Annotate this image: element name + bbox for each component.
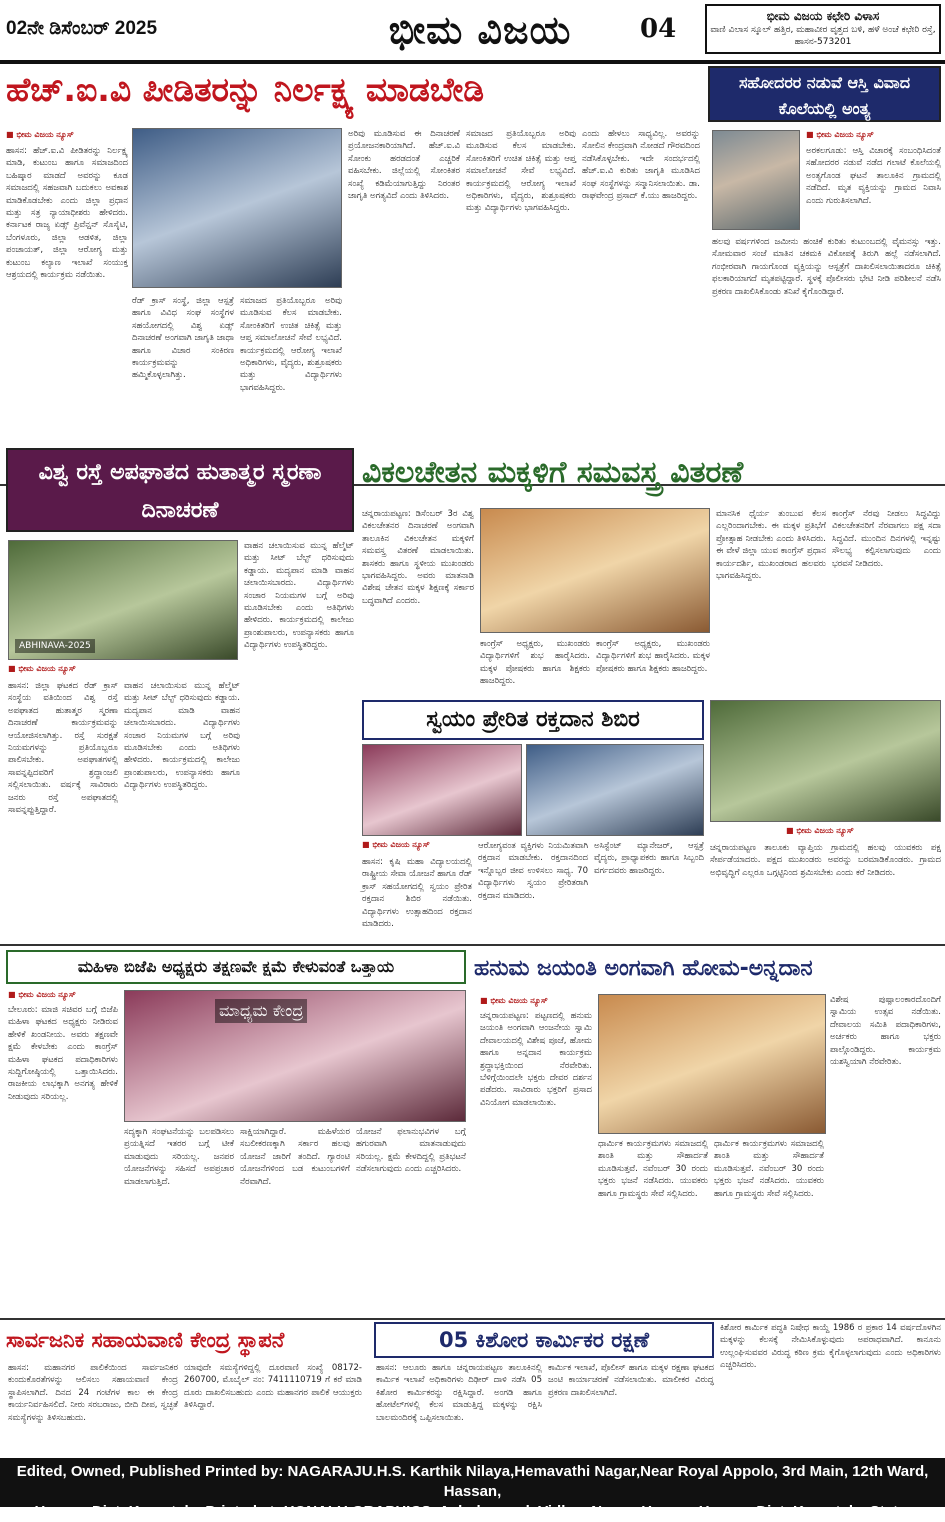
- helpline-headline: ಸಾರ್ವಜನಿಕ ಸಹಾಯವಾಣಿ ಕೇಂದ್ರ ಸ್ಥಾಪನೆ: [6, 1328, 285, 1352]
- road-photo-caption: ABHINAVA-2025: [15, 639, 95, 653]
- road-headline: ವಿಶ್ವ ರಸ್ತೆ ಅಪಘಾತದ ಹುತಾತ್ಮರ ಸ್ಮರಣಾ ದಿನಾಚರಣೆ: [6, 448, 354, 532]
- imprint-line-1: Edited, Owned, Published Printed by: NAGARAJU.H.S. Karthik Nilaya,Hemavathi Nagar,Near Royal Appolo, 3rd Main, 12th Ward, Hassan,: [16, 1463, 929, 1500]
- blood-photo-1: [362, 744, 522, 836]
- hanuma-column-3: ಧಾರ್ಮಿಕ ಕಾರ್ಯಕ್ರಮಗಳು ಸಮಾಜದಲ್ಲಿ ಶಾಂತಿ ಮತ್ತು ಸೌಹಾರ್ದತೆ ಮೂಡಿಸುತ್ತವೆ. ನವೆಂಬರ್ 30 ರಂದು ಭಕ್ತರು ಭಜನೆ ನಡೆಸಿದರು. ಯುವಕರು ಹಾಗೂ ಗ್ರಾಮಸ್ಥರು ಸೇವೆ ಸಲ್ಲಿಸಿದರು.: [714, 1139, 824, 1199]
- blood-photo-2: [526, 744, 704, 836]
- blood-byline: ■ ಭೀಮ ವಿಜಯ ನ್ಯೂಸ್: [362, 840, 522, 850]
- issue-date: 02ನೇ ಡಿಸೆಂಬರ್ 2025: [6, 18, 158, 39]
- masthead-rule: [0, 60, 945, 64]
- hiv-column-2: ರೆಡ್ ಕ್ರಾಸ್ ಸಂಸ್ಥೆ, ಜಿಲ್ಲಾ ಆಸ್ಪತ್ರೆ ಹಾಗೂ ವಿವಿಧ ಸಂಘ ಸಂಸ್ಥೆಗಳ ಸಹಯೋಗದಲ್ಲಿ ವಿಶ್ವ ಏಡ್ಸ್ ದಿನಾಚರಣೆ ಅಂಗವಾಗಿ ಜಾಗೃತಿ ಜಾಥಾ ಹಾಗೂ ವಿಚಾರ ಸಂಕಿರಣ ಕಾರ್ಯಕ್ರಮವನ್ನು ಹಮ್ಮಿಕೊಳ್ಳಲಾಗಿತ್ತು.: [132, 296, 234, 381]
- uniform-headline: ವಿಕಲಚೇತನ ಮಕ್ಕಳಿಗೆ ಸಮವಸ್ತ್ರ ವಿತರಣೆ: [362, 455, 744, 490]
- child-labour-column-3: ಕಿಶೋರ ಕಾರ್ಮಿಕ ಪದ್ಧತಿ ನಿಷೇಧ ಕಾಯ್ದೆ 1986 ರ ಪ್ರಕಾರ 14 ವರ್ಷದೊಳಗಿನ ಮಕ್ಕಳನ್ನು ಕೆಲಸಕ್ಕೆ ನೇಮಿಸಿಕೊಳ್ಳುವುದು ಅಪರಾಧವಾಗಿದೆ. ಕಾನೂನು ಉಲ್ಲಂಘಿಸುವವರ ವಿರುದ್ಧ ಕಠಿಣ ಕ್ರಮ ಕೈಗೊಳ್ಳಲಾಗುವುದು ಎಂದು ಅಧಿಕಾರಿಗಳು ಎಚ್ಚರಿಸಿದರು.: [720, 1323, 941, 1371]
- office-address-box: [705, 4, 941, 54]
- property-body-1: ಅರಕಲಗೂಡು: ಆಸ್ತಿ ವಿಚಾರಕ್ಕೆ ಸಂಬಂಧಿಸಿದಂತೆ ಸಹೋದರರ ನಡುವೆ ನಡೆದ ಗಲಾಟೆ ಕೊಲೆಯಲ್ಲಿ ಅಂತ್ಯಗೊಂಡ ಘಟನೆ ತಾಲೂಕಿನ ಗ್ರಾಮದಲ್ಲಿ ನಡೆದಿದೆ. ಮೃತ ವ್ಯಕ್ತಿಯನ್ನು ಗ್ರಾಮದ ನಿವಾಸಿ ಎಂದು ಗುರುತಿಸಲಾಗಿದೆ.: [806, 146, 941, 206]
- bjp-headline: ಮಹಿಳಾ ಬಿಜೆಪಿ ಅಧ್ಯಕ್ಷರು ತಕ್ಷಣವೇ ಕ್ಷಮೆ ಕೇಳುವಂತೆ ಒತ್ತಾಯ: [6, 950, 466, 984]
- joining-byline: ■ ಭೀಮ ವಿಜಯ ನ್ಯೂಸ್: [786, 826, 941, 836]
- property-body-2: ಹಲವು ವರ್ಷಗಳಿಂದ ಜಮೀನು ಹಂಚಿಕೆ ಕುರಿತು ಕುಟುಂಬದಲ್ಲಿ ವೈಮನಸ್ಸು ಇತ್ತು. ಸೋಮವಾರ ಸಂಜೆ ಮಾತಿನ ಚಕಮಕಿ ವಿಕೋಪಕ್ಕೆ ತಿರುಗಿ ಹಲ್ಲೆ ನಡೆಸಲಾಗಿದೆ. ಗಂಭೀರವಾಗಿ ಗಾಯಗೊಂಡ ವ್ಯಕ್ತಿಯನ್ನು ಆಸ್ಪತ್ರೆಗೆ ದಾಖಲಿಸಲಾಯಿತಾದರೂ ಚಿಕಿತ್ಸೆ ಫಲಕಾರಿಯಾಗದೆ ಮೃತಪಟ್ಟಿದ್ದಾರೆ. ಸ್ಥಳಕ್ಕೆ ಪೊಲೀಸರು ಭೇಟಿ ನೀಡಿ ಪರಿಶೀಲನೆ ನಡೆಸಿ ಪ್ರಕರಣ ದಾಖಲಿಸಿಕೊಂಡು ತನಿಖೆ ಕೈಗೊಂಡಿದ್ದಾರೆ.: [712, 237, 941, 297]
- hiv-headline: ಹೆಚ್.ಐ.ವಿ ಪೀಡಿತರನ್ನು ನಿರ್ಲಕ್ಷ್ಯ ಮಾಡಬೇಡಿ: [6, 70, 485, 109]
- hiv-column-3: ಸಮಾಜದ ಪ್ರತಿಯೊಬ್ಬರೂ ಅರಿವು ಮೂಡಿಸುವ ಕೆಲಸ ಮಾಡಬೇಕು. ಸೋಂಕಿತರಿಗೆ ಉಚಿತ ಚಿಕಿತ್ಸೆ ಮತ್ತು ಆಪ್ತ ಸಮಾಲೋಚನೆ ಸೇವೆ ಲಭ್ಯವಿದೆ. ಕಾರ್ಯಕ್ರಮದಲ್ಲಿ ಆರೋಗ್ಯ ಇಲಾಖೆ ಅಧಿಕಾರಿಗಳು, ವೈದ್ಯರು, ಶುಶ್ರೂಷಕರು ಮತ್ತು ವಿದ್ಯಾರ್ಥಿಗಳು ಭಾಗವಹಿಸಿದ್ದರು.: [240, 296, 342, 393]
- hiv-column-4: ಅರಿವು ಮೂಡಿಸುವ ಈ ದಿನಾಚರಣೆ ಪ್ರಯೋಜನಕಾರಿಯಾಗಿದೆ. ಹೆಚ್.ಐ.ವಿ ಸೋಂಕು ಹರಡದಂತೆ ಎಚ್ಚರಿಕೆ ವಹಿಸಬೇಕು. ಜಿಲ್ಲೆಯಲ್ಲಿ ಸೋಂಕಿತರ ಸಂಖ್ಯೆ ಕಡಿಮೆಯಾಗುತ್ತಿದ್ದು ನಿರಂತರ ಜಾಗೃತಿ ಅಗತ್ಯವಿದೆ ಎಂದು ತಿಳಿಸಿದರು.: [348, 129, 460, 202]
- joining-photo: [710, 700, 941, 822]
- property-byline: ■ ಭೀಮ ವಿಜಯ ನ್ಯೂಸ್: [806, 130, 941, 140]
- road-column-2: ವಾಹನ ಚಲಾಯಿಸುವ ಮುನ್ನ ಹೆಲ್ಮೆಟ್ ಮತ್ತು ಸೀಟ್ ಬೆಲ್ಟ್ ಧರಿಸುವುದು ಕಡ್ಡಾಯ. ಮದ್ಯಪಾನ ಮಾಡಿ ವಾಹನ ಚಲಾಯಿಸಬಾರದು. ವಿದ್ಯಾರ್ಥಿಗಳು ಸಂಚಾರ ನಿಯಮಗಳ ಬಗ್ಗೆ ಅರಿವು ಮೂಡಿಸಬೇಕು ಎಂದು ಅತಿಥಿಗಳು ಹೇಳಿದರು. ಕಾರ್ಯಕ್ರಮದಲ್ಲಿ ಕಾಲೇಜು ಪ್ರಾಂಶುಪಾಲರು, ಉಪನ್ಯಾಸಕರು ಹಾಗೂ ವಿದ್ಯಾರ್ಥಿಗಳು ಉಪಸ್ಥಿತರಿದ್ದರು.: [124, 681, 240, 791]
- bjp-press-photo: [124, 990, 466, 1122]
- hanuma-photo: [598, 994, 826, 1134]
- blood-column-1: ಹಾಸನ: ಕೃಷಿ ಮಹಾ ವಿದ್ಯಾಲಯದಲ್ಲಿ ರಾಷ್ಟ್ರೀಯ ಸೇವಾ ಯೋಜನೆ ಹಾಗೂ ರೆಡ್ ಕ್ರಾಸ್ ಸಹಯೋಗದಲ್ಲಿ ಸ್ವಯಂ ಪ್ರೇರಿತ ರಕ್ತದಾನ ಶಿಬಿರ ನಡೆಯಿತು. ವಿದ್ಯಾರ್ಥಿಗಳು ಉತ್ಸಾಹದಿಂದ ರಕ್ತದಾನ ಮಾಡಿದರು.: [362, 857, 472, 930]
- hanuma-column-1: ಚನ್ನರಾಯಪಟ್ಟಣ: ಪಟ್ಟಣದಲ್ಲಿ ಹನುಮ ಜಯಂತಿ ಅಂಗವಾಗಿ ಆಂಜನೇಯ ಸ್ವಾಮಿ ದೇವಾಲಯದಲ್ಲಿ ವಿಶೇಷ ಪೂಜೆ, ಹೋಮ ಹಾಗೂ ಅನ್ನದಾನ ಕಾರ್ಯಕ್ರಮ ಶ್ರದ್ಧಾಭಕ್ತಿಯಿಂದ ನೆರವೇರಿತು. ಬೆಳಿಗ್ಗೆಯಿಂದಲೇ ಭಕ್ತರು ದೇವರ ದರ್ಶನ ಪಡೆದರು. ಸಾವಿರಾರು ಭಕ್ತರಿಗೆ ಪ್ರಸಾದ ವಿನಿಯೋಗ ಮಾಡಲಾಯಿತು.: [480, 1011, 592, 1108]
- blood-column-2: ಆರೋಗ್ಯವಂತ ವ್ಯಕ್ತಿಗಳು ನಿಯಮಿತವಾಗಿ ರಕ್ತದಾನ ಮಾಡಬೇಕು. ರಕ್ತದಾನದಿಂದ ಇನ್ನೊಬ್ಬರ ಜೀವ ಉಳಿಸಲು ಸಾಧ್ಯ. 70 ವಿದ್ಯಾರ್ಥಿಗಳು ಸ್ವಯಂ ಪ್ರೇರಿತರಾಗಿ ರಕ್ತದಾನ ಮಾಡಿದರು.: [478, 841, 588, 901]
- joining-body: ಚನ್ನರಾಯಪಟ್ಟಣ ತಾಲೂಕು ವ್ಯಾಪ್ತಿಯ ಗ್ರಾಮದಲ್ಲಿ ಹಲವು ಯುವಕರು ಪಕ್ಷ ಸೇರ್ಪಡೆಯಾದರು. ಪಕ್ಷದ ಮುಖಂಡರು ಅವರನ್ನು ಬರಮಾಡಿಕೊಂಡರು. ಗ್ರಾಮದ ಅಭಿವೃದ್ಧಿಗೆ ಎಲ್ಲರೂ ಒಗ್ಗಟ್ಟಿನಿಂದ ಶ್ರಮಿಸಬೇಕು ಎಂದು ಕರೆ ನೀಡಿದರು.: [710, 843, 941, 878]
- bjp-column-3: ಸಾಕ್ಷಿಯಾಗಿದ್ದಾರೆ. ಮಹಿಳೆಯರ ಸಬಲೀಕರಣಕ್ಕಾಗಿ ಸರ್ಕಾರ ಹಲವು ಯೋಜನೆ ಜಾರಿಗೆ ತಂದಿದೆ. ಗ್ಯಾರಂಟಿ ಯೋಜನೆಗಳಿಂದ ಬಡ ಕುಟುಂಬಗಳಿಗೆ ನೆರವಾಗಿದೆ.: [240, 1127, 350, 1187]
- road-event-photo: [8, 540, 238, 660]
- newspaper-logo: ಭೀಮ ವಿಜಯ: [388, 8, 572, 52]
- imprint-line-2: Hassan Dist. Karnataka Printed at: HONALU GRAPHICS, Ashoka road, Vidhya Nagar, Hassan Hassan Dist. Karnataka State.: [34, 1503, 911, 1520]
- child-labour-headline: 05 ಕಿಶೋರ ಕಾರ್ಮಿಕರ ರಕ್ಷಣೆ: [374, 1322, 714, 1358]
- uniform-column-2: ಕಾಂಗ್ರೆಸ್ ಅಧ್ಯಕ್ಷರು, ಮುಖಂಡರು ವಿದ್ಯಾರ್ಥಿಗಳಿಗೆ ಶುಭ ಹಾರೈಸಿದರು. ಮಕ್ಕಳ ಪೋಷಕರು ಹಾಗೂ ಶಿಕ್ಷಕರು ಹಾಜರಿದ್ದರು.: [480, 639, 590, 687]
- helpline-column-2: ಯಾವುದೇ ಸಮಸ್ಯೆಗಳಿದ್ದಲ್ಲಿ ದೂರವಾಣಿ ಸಂಖ್ಯೆ 08172-260700, ಮೊಬೈಲ್ ನಂ: 7411110719 ಗೆ ಕರೆ ಮಾಡಿ ದೂರು ದಾಖಲಿಸಬಹುದು ಎಂದು ಮಹಾನಗರ ಪಾಲಿಕೆ ಆಯುಕ್ತರು ತಿಳಿಸಿದ್ದಾರೆ.: [184, 1363, 362, 1411]
- hiv-column-5: ಸಮಾಜದ ಪ್ರತಿಯೊಬ್ಬರೂ ಅರಿವು ಮೂಡಿಸುವ ಕೆಲಸ ಮಾಡಬೇಕು. ಸೋಂಕಿತರಿಗೆ ಉಚಿತ ಚಿಕಿತ್ಸೆ ಮತ್ತು ಆಪ್ತ ಸಮಾಲೋಚನೆ ಸೇವೆ ಲಭ್ಯವಿದೆ. ಕಾರ್ಯಕ್ರಮದಲ್ಲಿ ಆರೋಗ್ಯ ಇಲಾಖೆ ಅಧಿಕಾರಿಗಳು, ವೈದ್ಯರು, ಶುಶ್ರೂಷಕರು ಮತ್ತು ವಿದ್ಯಾರ್ಥಿಗಳು ಭಾಗವಹಿಸಿದ್ದರು.: [466, 129, 576, 214]
- office-address: ವಾಣಿ ವಿಲಾಸ ಸ್ಕೂಲ್ ಹತ್ತಿರ, ಮಹಾವೀರ ವೃತ್ತದ ಬಳಿ, ಹಳೆ ಅಂಚೆ ಕಛೇರಿ ರಸ್ತೆ, ಹಾಸನ-573201: [710, 25, 936, 47]
- bjp-column-1: ಬೇಲೂರು: ಮಾಜಿ ಸಚಿವರ ಬಗ್ಗೆ ಬಿಜೆಪಿ ಮಹಿಳಾ ಘಟಕದ ಅಧ್ಯಕ್ಷರು ನೀಡಿರುವ ಹೇಳಿಕೆ ಖಂಡನೀಯ. ಅವರು ತಕ್ಷಣವೇ ಕ್ಷಮೆ ಕೇಳಬೇಕು ಎಂದು ಕಾಂಗ್ರೆಸ್ ಮಹಿಳಾ ಘಟಕದ ಪದಾಧಿಕಾರಿಗಳು ಸುದ್ದಿಗೋಷ್ಠಿಯಲ್ಲಿ ಒತ್ತಾಯಿಸಿದರು. ರಾಜಕೀಯ ಲಾಭಕ್ಕಾಗಿ ಅನಗತ್ಯ ಹೇಳಿಕೆ ನೀಡುವುದು ಸರಿಯಲ್ಲ.: [8, 1005, 118, 1102]
- hiv-column-6: ಎಂದು ಹೇಳಲು ಸಾಧ್ಯವಿಲ್ಲ. ಅವರನ್ನು ಸೋಲಿನ ಕೇಂದ್ರವಾಗಿ ನೋಡದೆ ಗೌರವದಿಂದ ನಡೆಸಿಕೊಳ್ಳಬೇಕು. ಇದೇ ಸಂದರ್ಭದಲ್ಲಿ ಹೆಚ್.ಐ.ವಿ ಕುರಿತು ಜಾಗೃತಿ ಮೂಡಿಸಿದ ಸಂಘ ಸಂಸ್ಥೆಗಳನ್ನು ಸನ್ಮಾನಿಸಲಾಯಿತು. ಡಾ. ರಾಘವೇಂದ್ರ ಪ್ರಸಾದ್ ಕೆ.ಯು ಹಾಜರಿದ್ದರು.: [582, 129, 700, 202]
- road-byline: ■ ಭೀಮ ವಿಜಯ ನ್ಯೂಸ್: [8, 664, 238, 674]
- blood-column-3: ಅಸಿಸ್ಟೆಂಟ್ ಮ್ಯಾನೇಜರ್, ಆಸ್ಪತ್ರೆ ವೈದ್ಯರು, ಪ್ರಾಧ್ಯಾಪಕರು ಹಾಗೂ ಸಿಬ್ಬಂದಿ ವರ್ಗದವರು ಹಾಜರಿದ್ದರು.: [594, 841, 704, 876]
- road-column-3: ವಾಹನ ಚಲಾಯಿಸುವ ಮುನ್ನ ಹೆಲ್ಮೆಟ್ ಮತ್ತು ಸೀಟ್ ಬೆಲ್ಟ್ ಧರಿಸುವುದು ಕಡ್ಡಾಯ. ಮದ್ಯಪಾನ ಮಾಡಿ ವಾಹನ ಚಲಾಯಿಸಬಾರದು. ವಿದ್ಯಾರ್ಥಿಗಳು ಸಂಚಾರ ನಿಯಮಗಳ ಬಗ್ಗೆ ಅರಿವು ಮೂಡಿಸಬೇಕು ಎಂದು ಅತಿಥಿಗಳು ಹೇಳಿದರು. ಕಾರ್ಯಕ್ರಮದಲ್ಲಿ ಕಾಲೇಜು ಪ್ರಾಂಶುಪಾಲರು, ಉಪನ್ಯಾಸಕರು ಹಾಗೂ ವಿದ್ಯಾರ್ಥಿಗಳು ಉಪಸ್ಥಿತರಿದ್ದರು.: [244, 541, 354, 651]
- bjp-photo-caption: ಮಾಧ್ಯಮ ಕೇಂದ್ರ: [215, 999, 307, 1023]
- road-column-1: ಹಾಸನ: ಜಿಲ್ಲಾ ಘಟಕದ ರೆಡ್ ಕ್ರಾಸ್ ಸಂಸ್ಥೆಯ ವತಿಯಿಂದ ವಿಶ್ವ ರಸ್ತೆ ಅಪಘಾತದ ಹುತಾತ್ಮರ ಸ್ಮರಣಾ ದಿನಾಚರಣೆ ಕಾರ್ಯಕ್ರಮವನ್ನು ಆಯೋಜಿಸಲಾಗಿತ್ತು. ರಸ್ತೆ ಸುರಕ್ಷತೆ ನಿಯಮಗಳನ್ನು ಪ್ರತಿಯೊಬ್ಬರೂ ಪಾಲಿಸಬೇಕು. ಅಪಘಾತಗಳಲ್ಲಿ ಸಾವನ್ನಪ್ಪಿದವರಿಗೆ ಶ್ರದ್ಧಾಂಜಲಿ ಸಲ್ಲಿಸಲಾಯಿತು. ವರ್ಷಕ್ಕೆ ಸಾವಿರಾರು ಜನರು ರಸ್ತೆ ಅಪಘಾತದಲ್ಲಿ ಸಾವನ್ನಪ್ಪುತ್ತಿದ್ದಾರೆ.: [8, 681, 118, 816]
- victim-photo: [712, 130, 800, 230]
- hanuma-column-2: ಧಾರ್ಮಿಕ ಕಾರ್ಯಕ್ರಮಗಳು ಸಮಾಜದಲ್ಲಿ ಶಾಂತಿ ಮತ್ತು ಸೌಹಾರ್ದತೆ ಮೂಡಿಸುತ್ತವೆ. ನವೆಂಬರ್ 30 ರಂದು ಭಕ್ತರು ಭಜನೆ ನಡೆಸಿದರು. ಯುವಕರು ಹಾಗೂ ಗ್ರಾಮಸ್ಥರು ಸೇವೆ ಸಲ್ಲಿಸಿದರು.: [598, 1139, 708, 1199]
- imprint-footer: [0, 1458, 945, 1520]
- helpline-column-1: ಹಾಸನ: ಮಹಾನಗರ ಪಾಲಿಕೆಯಿಂದ ಸಾರ್ವಜನಿಕರ ಕುಂದುಕೊರತೆಗಳನ್ನು ಆಲಿಸಲು ಸಹಾಯವಾಣಿ ಕೇಂದ್ರ ಸ್ಥಾಪಿಸಲಾಗಿದೆ. ದಿನದ 24 ಗಂಟೆಗಳ ಕಾಲ ಈ ಕೇಂದ್ರ ಕಾರ್ಯನಿರ್ವಹಿಸಲಿದೆ. ನೀರು ಸರಬರಾಜು, ಬೀದಿ ದೀಪ, ಸ್ವಚ್ಛತೆ ಸಮಸ್ಯೆಗಳನ್ನು ತಿಳಿಸಬಹುದು.: [8, 1363, 178, 1423]
- hiv-event-photo: [132, 128, 342, 288]
- uniform-event-photo: [480, 508, 710, 633]
- hiv-column-1: ಹಾಸನ: ಹೆಚ್.ಐ.ವಿ ಪೀಡಿತರನ್ನು ನಿರ್ಲಕ್ಷ್ಯ ಮಾಡಿ, ಕುಟುಂಬ ಹಾಗೂ ಸಮಾಜದಿಂದ ಬಹಿಷ್ಕಾರ ಮಾಡದೆ ಅವರನ್ನು ಕೂಡ ಸಮಾಜದಲ್ಲಿ ಸಹಜವಾಗಿ ಬದುಕಲು ಅವಕಾಶ ಮಾಡಿಕೊಡಬೇಕು ಎಂದು ಜಿಲ್ಲಾ ಪ್ರಧಾನ ಮತ್ತು ಸತ್ರ ನ್ಯಾಯಾಧೀಶರು ಹೇಳಿದರು. ಕರ್ನಾಟಕ ರಾಜ್ಯ ಏಡ್ಸ್ ಪ್ರಿವೆನ್ಷನ್ ಸೊಸೈಟಿ, ಬೆಂಗಳೂರು, ಜಿಲ್ಲಾ ಆಡಳಿತ, ಜಿಲ್ಲಾ ಪಂಚಾಯತ್, ಜಿಲ್ಲಾ ಆರೋಗ್ಯ ಮತ್ತು ಕುಟುಂಬ ಕಲ್ಯಾಣ ಇಲಾಖೆ ಸಂಯುಕ್ತ ಆಶ್ರಯದಲ್ಲಿ ಕಾರ್ಯಕ್ರಮ ನಡೆಯಿತು.: [6, 146, 128, 281]
- property-headline: ಸಹೋದರರ ನಡುವೆ ಆಸ್ತಿ ವಿವಾದ ಕೊಲೆಯಲ್ಲಿ ಅಂತ್ಯ: [708, 66, 941, 122]
- section-divider-2: [0, 944, 945, 946]
- bjp-byline: ■ ಭೀಮ ವಿಜಯ ನ್ಯೂಸ್: [8, 990, 118, 1000]
- child-labour-column-1: ಹಾಸನ: ಆಲೂರು ಹಾಗೂ ಚನ್ನರಾಯಪಟ್ಟಣ ತಾಲೂಕಿನಲ್ಲಿ ಕಾರ್ಮಿಕ ಇಲಾಖೆ ಅಧಿಕಾರಿಗಳು ದಿಢೀರ್ ದಾಳಿ ನಡೆಸಿ 05 ಕಿಶೋರ ಕಾರ್ಮಿಕರನ್ನು ರಕ್ಷಿಸಿದ್ದಾರೆ. ಅಂಗಡಿ ಹಾಗೂ ಹೋಟೆಲ್‌ಗಳಲ್ಲಿ ಕೆಲಸ ಮಾಡುತ್ತಿದ್ದ ಮಕ್ಕಳನ್ನು ರಕ್ಷಿಸಿ ಬಾಲಮಂದಿರಕ್ಕೆ ಒಪ್ಪಿಸಲಾಯಿತು.: [376, 1363, 542, 1423]
- uniform-column-4: ಮಾನಸಿಕ ಧೈರ್ಯ ತುಂಬುವ ಕೆಲಸ ಎಲ್ಲರಿಂದಾಗಬೇಕು. ಈ ಮಕ್ಕಳ ಪ್ರತಿಭೆಗೆ ಪ್ರೋತ್ಸಾಹ ನೀಡಬೇಕು ಎಂದು ತಿಳಿಸಿದರು. ಈ ವೇಳೆ ಜಿಲ್ಲಾ ಯುವ ಕಾಂಗ್ರೆಸ್ ಪ್ರಧಾನ ಕಾರ್ಯದರ್ಶಿ, ಮುಖಂಡರಾದ ಹಲವರು ಭಾಗವಹಿಸಿದ್ದರು.: [716, 509, 826, 582]
- hiv-byline: ■ ಭೀಮ ವಿಜಯ ನ್ಯೂಸ್: [6, 130, 126, 140]
- bjp-column-2: ಸದ್ಯಕ್ಕಾಗಿ ಸಂಘಟನೆಯನ್ನು ಬಲಪಡಿಸಲು ಪ್ರಯತ್ನಿಸದೆ ಇತರರ ಬಗ್ಗೆ ಟೀಕೆ ಮಾಡುವುದು ಸರಿಯಲ್ಲ. ಜನಪರ ಯೋಜನೆಗಳನ್ನು ಸಹಿಸದೆ ಅಪಪ್ರಚಾರ ಮಾಡಲಾಗುತ್ತಿದೆ.: [124, 1127, 234, 1187]
- page-number: 04: [640, 14, 677, 44]
- section-divider-3: [0, 1318, 945, 1320]
- uniform-column-3: ಕಾಂಗ್ರೆಸ್ ಅಧ್ಯಕ್ಷರು, ಮುಖಂಡರು ವಿದ್ಯಾರ್ಥಿಗಳಿಗೆ ಶುಭ ಹಾರೈಸಿದರು. ಮಕ್ಕಳ ಪೋಷಕರು ಹಾಗೂ ಶಿಕ್ಷಕರು ಹಾಜರಿದ್ದರು.: [596, 639, 710, 674]
- uniform-column-1: ಚನ್ನರಾಯಪಟ್ಟಣ: ಡಿಸೆಂಬರ್ 3ರ ವಿಶ್ವ ವಿಕಲಚೇತನರ ದಿನಾಚರಣೆ ಅಂಗವಾಗಿ ತಾಲೂಕಿನ ವಿಕಲಚೇತನ ಮಕ್ಕಳಿಗೆ ಸಮವಸ್ತ್ರ ವಿತರಣೆ ಮಾಡಲಾಯಿತು. ಶಾಸಕರು ಹಾಗೂ ಸ್ಥಳೀಯ ಮುಖಂಡರು ಭಾಗವಹಿಸಿದ್ದರು. ಅವರು ಮಾತನಾಡಿ ವಿಶೇಷ ಚೇತನ ಮಕ್ಕಳ ಶಿಕ್ಷಣಕ್ಕೆ ಸರ್ಕಾರ ಬದ್ಧವಾಗಿದೆ ಎಂದರು.: [362, 509, 474, 606]
- hanuma-column-4: ವಿಶೇಷ ಪುಷ್ಪಾಲಂಕಾರದೊಂದಿಗೆ ಸ್ವಾಮಿಯ ಉತ್ಸವ ನಡೆಯಿತು. ದೇವಾಲಯ ಸಮಿತಿ ಪದಾಧಿಕಾರಿಗಳು, ಅರ್ಚಕರು ಹಾಗೂ ಭಕ್ತರು ಪಾಲ್ಗೊಂಡಿದ್ದರು. ಕಾರ್ಯಕ್ರಮ ಯಶಸ್ವಿಯಾಗಿ ನೆರವೇರಿತು.: [830, 995, 941, 1068]
- hanuma-byline: ■ ಭೀಮ ವಿಜಯ ನ್ಯೂಸ್: [480, 996, 590, 1006]
- hanuma-headline: ಹನುಮ ಜಯಂತಿ ಅಂಗವಾಗಿ ಹೋಮ-ಅನ್ನದಾನ: [474, 956, 813, 981]
- child-labour-column-2: ಕಾರ್ಮಿಕ ಇಲಾಖೆ, ಪೊಲೀಸ್ ಹಾಗೂ ಮಕ್ಕಳ ರಕ್ಷಣಾ ಘಟಕದ ಜಂಟಿ ಕಾರ್ಯಾಚರಣೆ ನಡೆಸಲಾಯಿತು. ಮಾಲೀಕರ ವಿರುದ್ಧ ಪ್ರಕರಣ ದಾಖಲಿಸಲಾಗಿದೆ.: [548, 1363, 714, 1398]
- office-title: ಭೀಮ ವಿಜಯ ಕಛೇರಿ ವಿಳಾಸ: [766, 9, 880, 23]
- uniform-column-5: ಕಾಂಗ್ರೆಸ್ ನೆರವು ನೀಡಲು ಸಿದ್ಧವಿದ್ದು ವಿಕಲಚೇತನರಿಗೆ ನೆರವಾಗಲು ಪಕ್ಷ ಸದಾ ಸಿದ್ಧವಿದೆ. ಮುಂದಿನ ದಿನಗಳಲ್ಲಿ ಇನ್ನಷ್ಟು ಸೌಲಭ್ಯ ಕಲ್ಪಿಸಲಾಗುವುದು ಎಂದು ಭರವಸೆ ನೀಡಿದರು.: [832, 509, 941, 569]
- bjp-column-4: ಯೋಜನೆ ಫಲಾನುಭವಿಗಳ ಬಗ್ಗೆ ಹಗುರವಾಗಿ ಮಾತನಾಡುವುದು ಸರಿಯಲ್ಲ. ಕ್ಷಮೆ ಕೇಳದಿದ್ದಲ್ಲಿ ಪ್ರತಿಭಟನೆ ನಡೆಸಲಾಗುವುದು ಎಂದು ಎಚ್ಚರಿಸಿದರು.: [356, 1127, 466, 1175]
- blood-headline: ಸ್ವಯಂ ಪ್ರೇರಿತ ರಕ್ತದಾನ ಶಿಬಿರ: [362, 700, 704, 740]
